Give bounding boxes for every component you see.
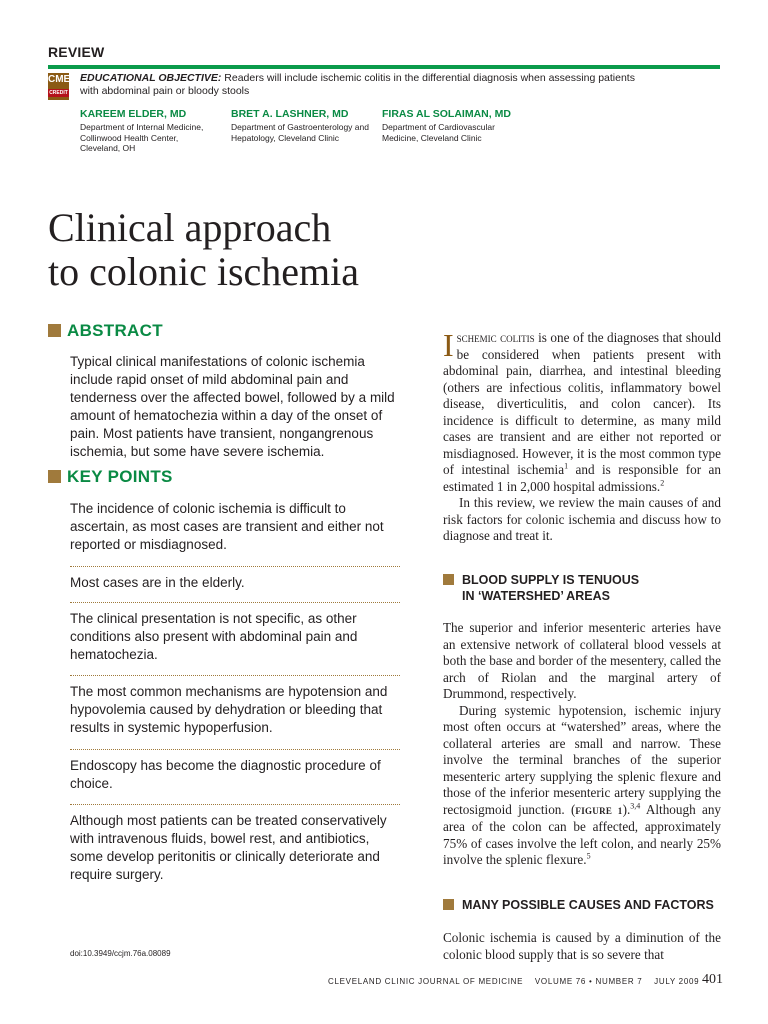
author-3 [382,108,522,143]
author-affiliation: Department of Internal Medicine, Collinwood Health Center, Cleveland, OH [80,122,204,153]
author-name: FIRAS AL SOLAIMAN, MD [382,108,511,120]
figure-ref[interactable]: FIGURE 1 [575,805,623,816]
author-2 [231,108,373,143]
blood-supply-paragraph-2 [443,703,721,869]
causes-heading [443,897,723,913]
key-points-heading [48,467,173,487]
key-point-3: The clinical presentation is not specific, as other conditions also present with abdominal pain and hematochezia. [70,611,358,662]
key-point-6: Although most patients can be treated conservatively with intravenous fluids, bowel rest, and antibiotics, some develop peritonitis or clinically deteriorate and require surgery. [70,813,387,882]
author-name: KAREEM ELDER, MD [80,108,187,120]
section-label: REVIEW [48,44,105,60]
citation: 1 [564,461,569,471]
divider [70,675,400,676]
doi: doi:10.3949/ccjm.76a.08089 [70,949,171,958]
blood-supply-paragraph-1: The superior and inferior mesenteric arteries have an extensive network of collateral blood vessels at both the base and border of the mesentery, called the arch of Riolan and the marginal artery of Drummond, respectively. [443,620,721,701]
author-1 [80,108,220,154]
blood-supply-section [443,620,721,869]
page-number: 401 [702,972,723,987]
educational-objective [80,72,640,98]
title-line-2: to colonic ischemia [48,249,360,294]
para-text-c: Although any area of the colon can be affected, approximately 75% of cases involve the left colon, and nearly 25% involve the splenic flexure. [443,801,722,867]
cme-badge-top: CME [48,74,71,85]
author-affiliation: Department of Cardiovascular Medicine, Cleveland Clinic [382,122,495,143]
title-line-1: Clinical approach [48,205,332,250]
cme-badge-bottom: CREDIT [49,90,68,96]
author-name: BRET A. LASHNER, MD [231,108,349,120]
key-point-1: The incidence of colonic ischemia is difficult to ascertain, as most cases are transient and either not reported or misdiagnosed. [70,501,384,552]
intro-section [443,327,721,545]
para-text-a: During systemic hypotension, ischemic injury most often occurs at “watershed” areas, where the collateral arteries are small and narrow. These involve the terminal branches of the superior mesenteric artery supplying the splenic flexure and those of the inferior mesenteric artery supplying the rectosigmoid junction. ( [443,702,721,817]
heading-line-2: IN ‘WATERSHED’ AREAS [462,589,610,603]
abstract-text: Typical clinical manifestations of colonic ischemia include rapid onset of mild abdominal pain and tenderness over the affected bowel, followed by a mild amount of hematochezia within a day of the onset of pain. Most patients have transient, nongangrenous ischemia, but some have severe ischemia. [70,354,395,459]
bullet-separator: • [589,977,593,986]
header-rule [48,65,720,69]
key-point-5: Endoscopy has become the diagnostic procedure of choice. [70,758,381,791]
page-footer [328,977,699,986]
key-point-2: Most cases are in the elderly. [70,575,245,590]
cme-badge [48,73,69,100]
para-text-b: ). [622,801,631,817]
abstract-heading-text: ABSTRACT [67,321,163,340]
causes-paragraph-1: Colonic ischemia is caused by a diminution of the colonic blood supply that is so severe that [443,930,721,962]
footer-number: NUMBER 7 [595,977,643,986]
section-bullet-icon [48,324,61,337]
section-bullet-icon [48,470,61,483]
causes-heading-text: MANY POSSIBLE CAUSES AND FACTORS [462,898,714,912]
divider [70,804,400,805]
divider [70,566,400,567]
lead-in: schemic colitis [456,330,535,345]
blood-supply-heading [443,572,723,604]
abstract-heading [48,321,163,341]
intro-text-b: and is responsible for an estimated 1 in 2,000 hospital admissions. [443,462,721,494]
section-bullet-icon [443,899,454,910]
divider [70,749,400,750]
key-point-4: The most common mechanisms are hypotension and hypovolemia caused by dehydration or bleeding that results in systemic hypoperfusion. [70,684,388,735]
citation: 3,4 [630,801,641,811]
citation: 2 [660,478,665,488]
objective-text: Readers will include ischemic colitis in the differential diagnosis when assessing patients with abdominal pain or bloody stools [80,72,635,97]
heading-line-1: BLOOD SUPPLY IS TENUOUS [462,573,640,587]
footer-date: JULY 2009 [654,977,700,986]
key-points-heading-text: KEY POINTS [67,467,173,486]
intro-text-a: is one of the diagnoses that should be considered when patients present with abdominal pain, diarrhea, and intestinal bleeding (others are infectious colitis, inflammatory bowel disease, diverticulitis, and colon cancer). Its incidence is difficult to determine, as many mild cases are transient and are either not reported or misdiagnosed. However, it is the most common type of intestinal ischemia [443,330,721,477]
footer-volume: VOLUME 76 [534,977,587,986]
footer-journal: CLEVELAND CLINIC JOURNAL OF MEDICINE [328,977,524,986]
objective-label: EDUCATIONAL OBJECTIVE: [80,72,222,84]
section-bullet-icon [443,574,454,585]
intro-paragraph-1 [443,327,721,495]
article-title [48,206,468,294]
intro-paragraph-2: In this review, we review the main causes of and risk factors for colonic ischemia and discuss how to diagnose and treat it. [443,495,721,543]
drop-cap: I [443,327,454,363]
author-affiliation: Department of Gastroenterology and Hepatology, Cleveland Clinic [231,122,369,143]
citation: 5 [586,851,591,861]
divider [70,602,400,603]
